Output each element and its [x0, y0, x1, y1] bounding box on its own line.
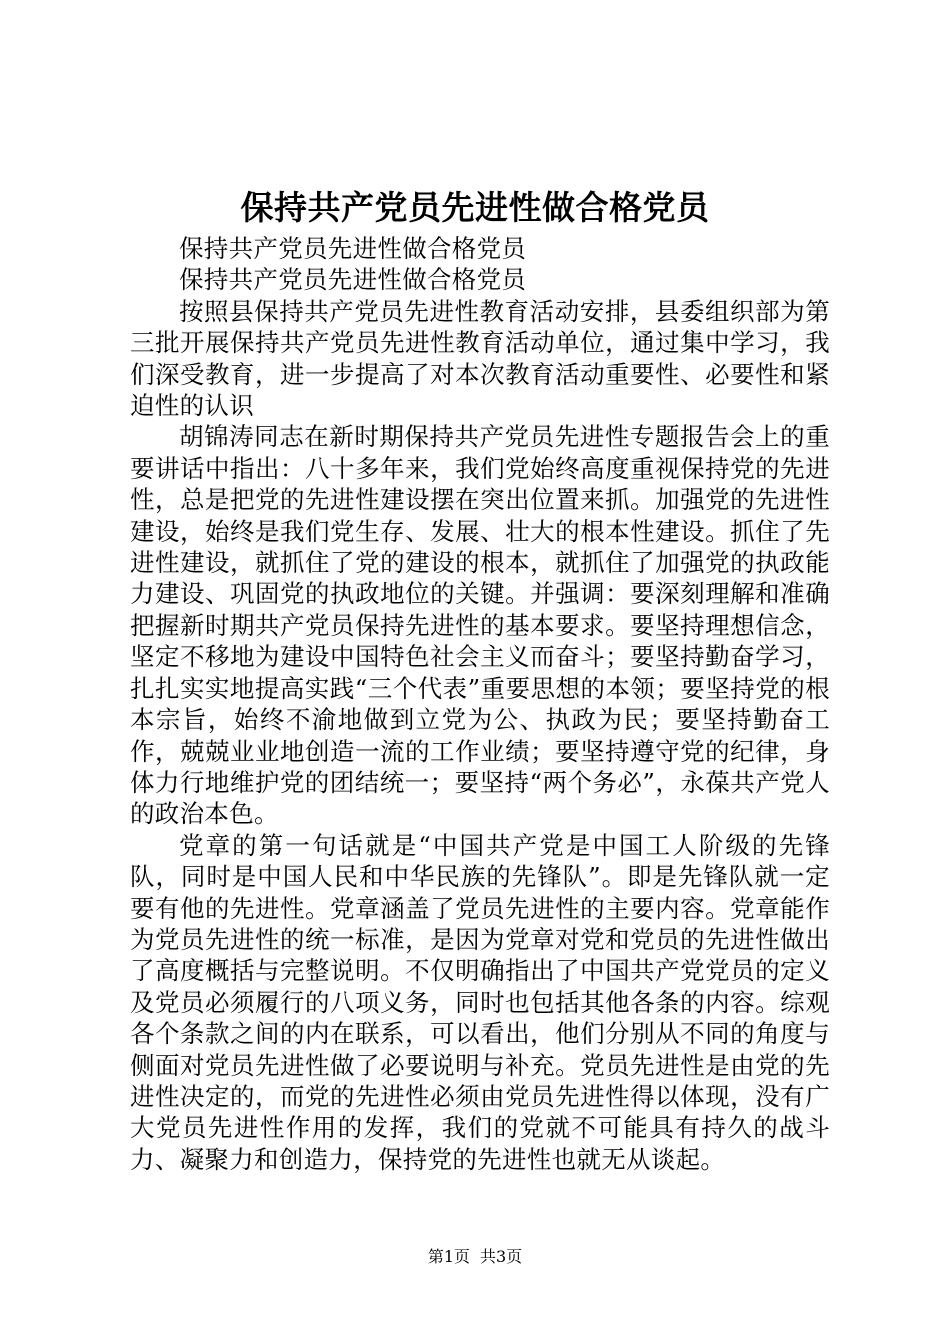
document-title: 保持共产党员先进性做合格党员	[240, 188, 710, 227]
page-total: 共3页	[480, 1247, 523, 1266]
subtitle-line: 保持共产党员先进性做合格党员	[179, 234, 527, 263]
document-body	[130, 233, 830, 1175]
body-paragraph: 胡锦涛同志在新时期保持共产党员先进性专题报告会上的重要讲话中指出：八十多年来，我们党始终高度重视保持党的先进性，总是把党的先进性建设摆在突出位置来抓。加强党的先进性建设，始终是我们党生存、发展、壮大的根本性建设。抓住了先进性建设，就抓住了党的建设的根本，就抓住了加强党的执政能力建设、巩固党的执政地位的关键。并强调：要深刻理解和准确把握新时期共产党员保持先进性的基本要求。要坚持理想信念，坚定不移地为建设中国特色社会主义而奋斗；要坚持勤奋学习，扎扎实实地提高实践“三个代表”重要思想的本领；要坚持党的根本宗旨，始终不渝地做到立党为公、执政为民；要坚持勤奋工作，兢兢业业地创造一流的工作业绩；要坚持遵守党的纪律，身体力行地维护党的团结统一；要坚持“两个务必”，永葆共产党人的政治本色。	[130, 422, 830, 829]
body-paragraph: 党章的第一句话就是“中国共产党是中国工人阶级的先锋队，同时是中国人民和中华民族的先锋队”。即是先锋队就一定要有他的先进性。党章涵盖了党员先进性的主要内容。党章能作为党员先进性的统一标准，是因为党章对党和党员的先进性做出了高度概括与完整说明。不仅明确指出了中国共产党党员的定义及党员必须履行的八项义务，同时也包括其他各条的内容。综观各个条款之间的内在联系，可以看出，他们分别从不同的角度与侧面对党员先进性做了必要说明与补充。党员先进性是由党的先进性决定的，而党的先进性必须由党员先进性得以体现，没有广大党员先进性作用的发挥，我们的党就不可能具有持久的战斗力、凝聚力和创造力，保持党的先进性也就无从谈起。	[130, 830, 830, 1174]
page-footer	[0, 1246, 950, 1268]
page-number: 第1页	[427, 1247, 470, 1266]
body-paragraph: 按照县保持共产党员先进性教育活动安排，县委组织部为第三批开展保持共产党员先进性教育活动单位，通过集中学习，我们深受教育，进一步提高了对本次教育活动重要性、必要性和紧迫性的认识	[130, 296, 830, 421]
subtitle-line: 保持共产党员先进性做合格党员	[179, 265, 527, 295]
